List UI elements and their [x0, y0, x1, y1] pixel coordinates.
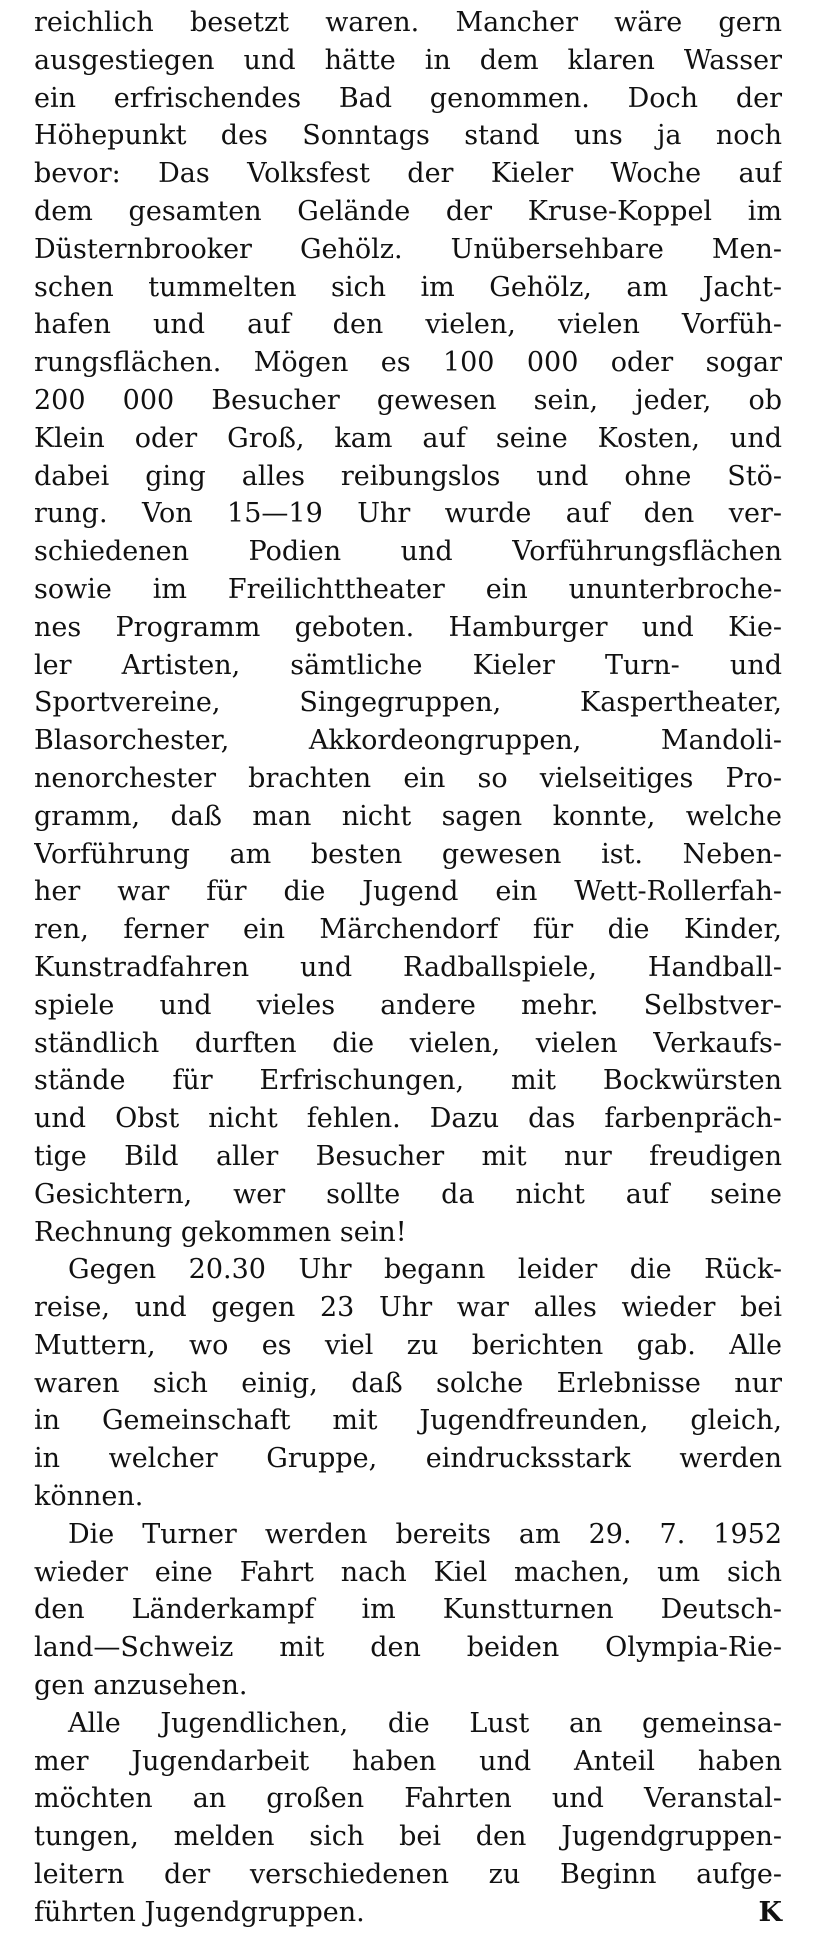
paragraph [34, 4, 782, 1251]
text-line: reichlich besetzt waren. Mancher wäre gern [34, 7, 782, 38]
text-line: Blasorchester, Akkordeongruppen, Mandoli- [34, 725, 782, 757]
text-line: waren sich einig, daß solche Erlebnisse nur [34, 1367, 782, 1399]
text-line: ausgestiegen und hätte in dem klaren Wasser [34, 44, 782, 76]
text-line: Düsternbrooker Gehölz. Unübersehbare Men- [34, 233, 782, 265]
text-line: führten Jugendgruppen. [34, 1896, 365, 1928]
text-line: 200 000 Besucher gewesen sein, jeder, ob [34, 384, 782, 416]
text-line: nes Programm geboten. Hamburger und Kie- [34, 611, 782, 643]
text-line: leitern der verschiedenen zu Beginn aufge- [34, 1859, 782, 1891]
text-line: Kunstradfahren und Radballspiele, Handball- [34, 951, 782, 983]
text-line: rung. Von 15—19 Uhr wurde auf den ver- [34, 498, 782, 530]
text-line: Höhepunkt des Sonntags stand uns ja noch [34, 120, 782, 152]
text-line: tungen, melden sich bei den Jugendgruppen- [34, 1821, 782, 1853]
text-line: möchten an großen Fahrten und Veranstal- [34, 1783, 782, 1815]
text-line: mer Jugendarbeit haben und Anteil haben [34, 1745, 782, 1777]
text-line: rungsflächen. Mögen es 100 000 oder sogar [34, 347, 782, 379]
text-line: her war für die Jugend ein Wett-Rollerfah- [34, 876, 782, 908]
closing-line [34, 1894, 782, 1932]
author-signature: K [758, 1896, 782, 1928]
text-line: Gegen 20.30 Uhr begann leider die Rück- [68, 1254, 782, 1286]
text-line: reise, und gegen 23 Uhr war alles wieder bei [34, 1292, 782, 1324]
text-line: land—Schweiz mit den beiden Olympia-Rie- [34, 1632, 782, 1664]
text-line: und Obst nicht fehlen. Dazu das farbenpräch- [34, 1103, 782, 1135]
text-line: Muttern, wo es viel zu berichten gab. Alle [34, 1329, 782, 1361]
text-line: bevor: Das Volksfest der Kieler Woche auf [34, 158, 782, 190]
text-line: ein erfrischendes Bad genommen. Doch der [34, 82, 782, 114]
paragraph [34, 1705, 782, 1932]
text-line: Klein oder Groß, kam auf seine Kosten, und [34, 422, 782, 454]
text-line: dabei ging alles reibungslos und ohne Stö- [34, 460, 782, 492]
text-line: Die Turner werden bereits am 29. 7. 1952 [68, 1518, 782, 1550]
text-line: gen anzusehen. [34, 1670, 248, 1702]
text-line: wieder eine Fahrt nach Kiel machen, um sich [34, 1556, 782, 1588]
text-line: ständlich durften die vielen, vielen Verkaufs- [34, 1027, 782, 1059]
text-line: gramm, daß man nicht sagen konnte, welche [34, 800, 782, 832]
text-line: Rechnung gekommen sein! [34, 1216, 407, 1248]
text-line: dem gesamten Gelände der Kruse-Koppel im [34, 195, 782, 227]
text-line: Alle Jugendlichen, die Lust an gemeinsa- [68, 1707, 782, 1739]
text-line: sowie im Freilichttheater ein ununterbroche- [34, 573, 782, 605]
text-line: in Gemeinschaft mit Jugendfreunden, gleich, [34, 1405, 782, 1437]
text-line: schiedenen Podien und Vorführungsflächen [34, 536, 782, 568]
text-line: nenorchester brachten ein so vielseitiges Pro- [34, 762, 782, 794]
paragraph [34, 1516, 782, 1705]
text-line: hafen und auf den vielen, vielen Vorfüh- [34, 309, 782, 341]
paragraph [34, 1251, 782, 1516]
text-line: stände für Erfrischungen, mit Bockwürsten [34, 1065, 782, 1097]
text-line: Gesichtern, wer sollte da nicht auf seine [34, 1178, 782, 1210]
article-text [34, 4, 782, 1932]
text-line: tige Bild aller Besucher mit nur freudigen [34, 1140, 782, 1172]
text-line: Vorführung am besten gewesen ist. Neben- [34, 838, 782, 870]
text-line: spiele und vieles andere mehr. Selbstver- [34, 989, 782, 1021]
text-line: Sportvereine, Singegruppen, Kaspertheater, [34, 687, 782, 719]
text-line: können. [34, 1481, 144, 1513]
text-line: den Länderkampf im Kunstturnen Deutsch- [34, 1594, 782, 1626]
text-line: in welcher Gruppe, eindrucksstark werden [34, 1443, 782, 1475]
text-line: ler Artisten, sämtliche Kieler Turn- und [34, 649, 782, 681]
text-line: schen tummelten sich im Gehölz, am Jacht- [34, 271, 782, 303]
text-line: ren, ferner ein Märchendorf für die Kinder, [34, 914, 782, 946]
